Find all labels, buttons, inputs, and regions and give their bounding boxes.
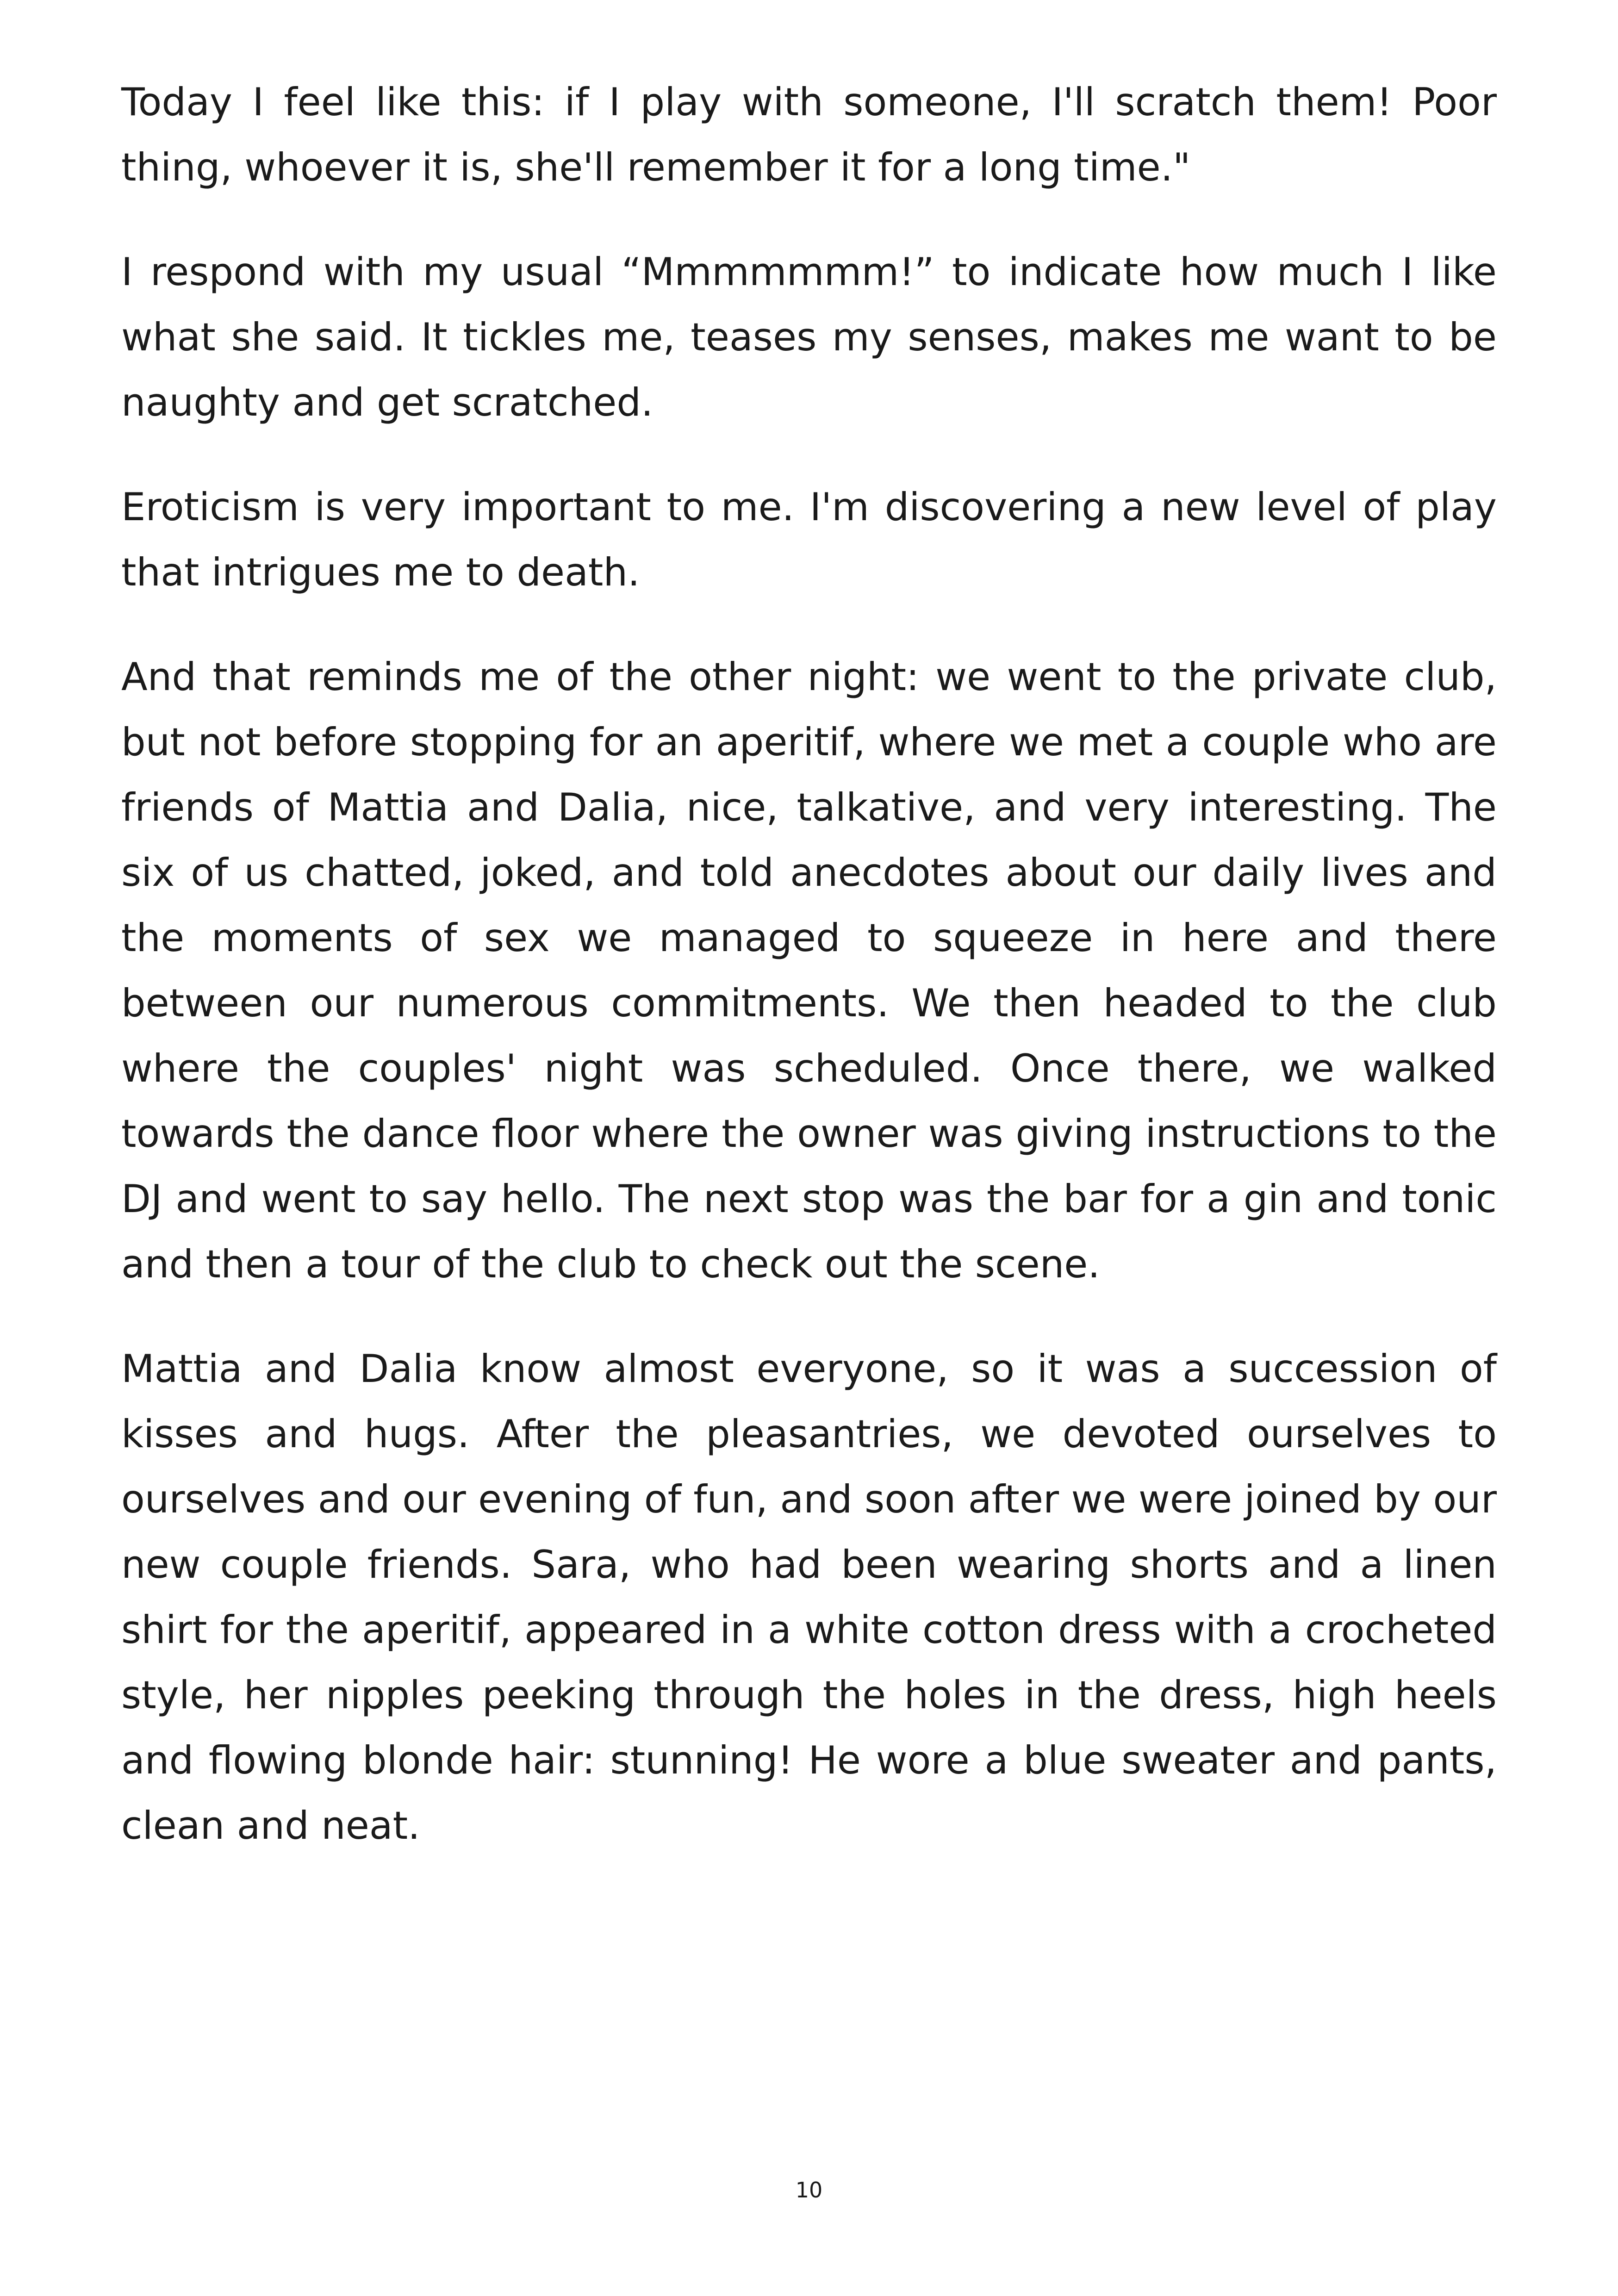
paragraph-3: Eroticism is very important to me. I'm discovering a new level of play that intrigues me to death. [121,485,1497,595]
body-text [121,69,1497,1898]
paragraph-2: I respond with my usual “Mmmmmmm!” to indicate how much I like what she said. It tickles me, teases my senses, makes me want to be naughty and get scratched. [121,249,1497,425]
paragraph-4: And that reminds me of the other night: we went to the private club, but not before stopping for an aperitif, where we met a couple who are friends of Mattia and Dalia, nice, talkative, and very interesting. The six of us chatted, joked, and told anecdotes about our daily lives and the moments of sex we managed to squeeze in here and there between our numerous commitments. We then headed to the club where the couples' night was scheduled. Once there, we walked towards the dance floor where the owner was giving instructions to the DJ and went to say hello. The next stop was the bar for a gin and tonic and then a tour of the club to check out the scene. [121,654,1497,1287]
paragraph-1: Today I feel like this: if I play with someone, I'll scratch them! Poor thing, whoever it is, she'll remember it for a long time." [121,80,1497,190]
page-number: 10 [795,2178,823,2203]
paragraph-5: Mattia and Dalia know almost everyone, so it was a succession of kisses and hugs. After the pleasantries, we devoted ourselves to ourselves and our evening of fun, and soon after we were joined by our new couple friends. Sara, who had been wearing shorts and a linen shirt for the aperitif, appeared in a white cotton dress with a crocheted style, her nipples peeking through the holes in the dress, high heels and flowing blonde hair: stunning! He wore a blue sweater and pants, clean and neat. [121,1346,1497,1848]
